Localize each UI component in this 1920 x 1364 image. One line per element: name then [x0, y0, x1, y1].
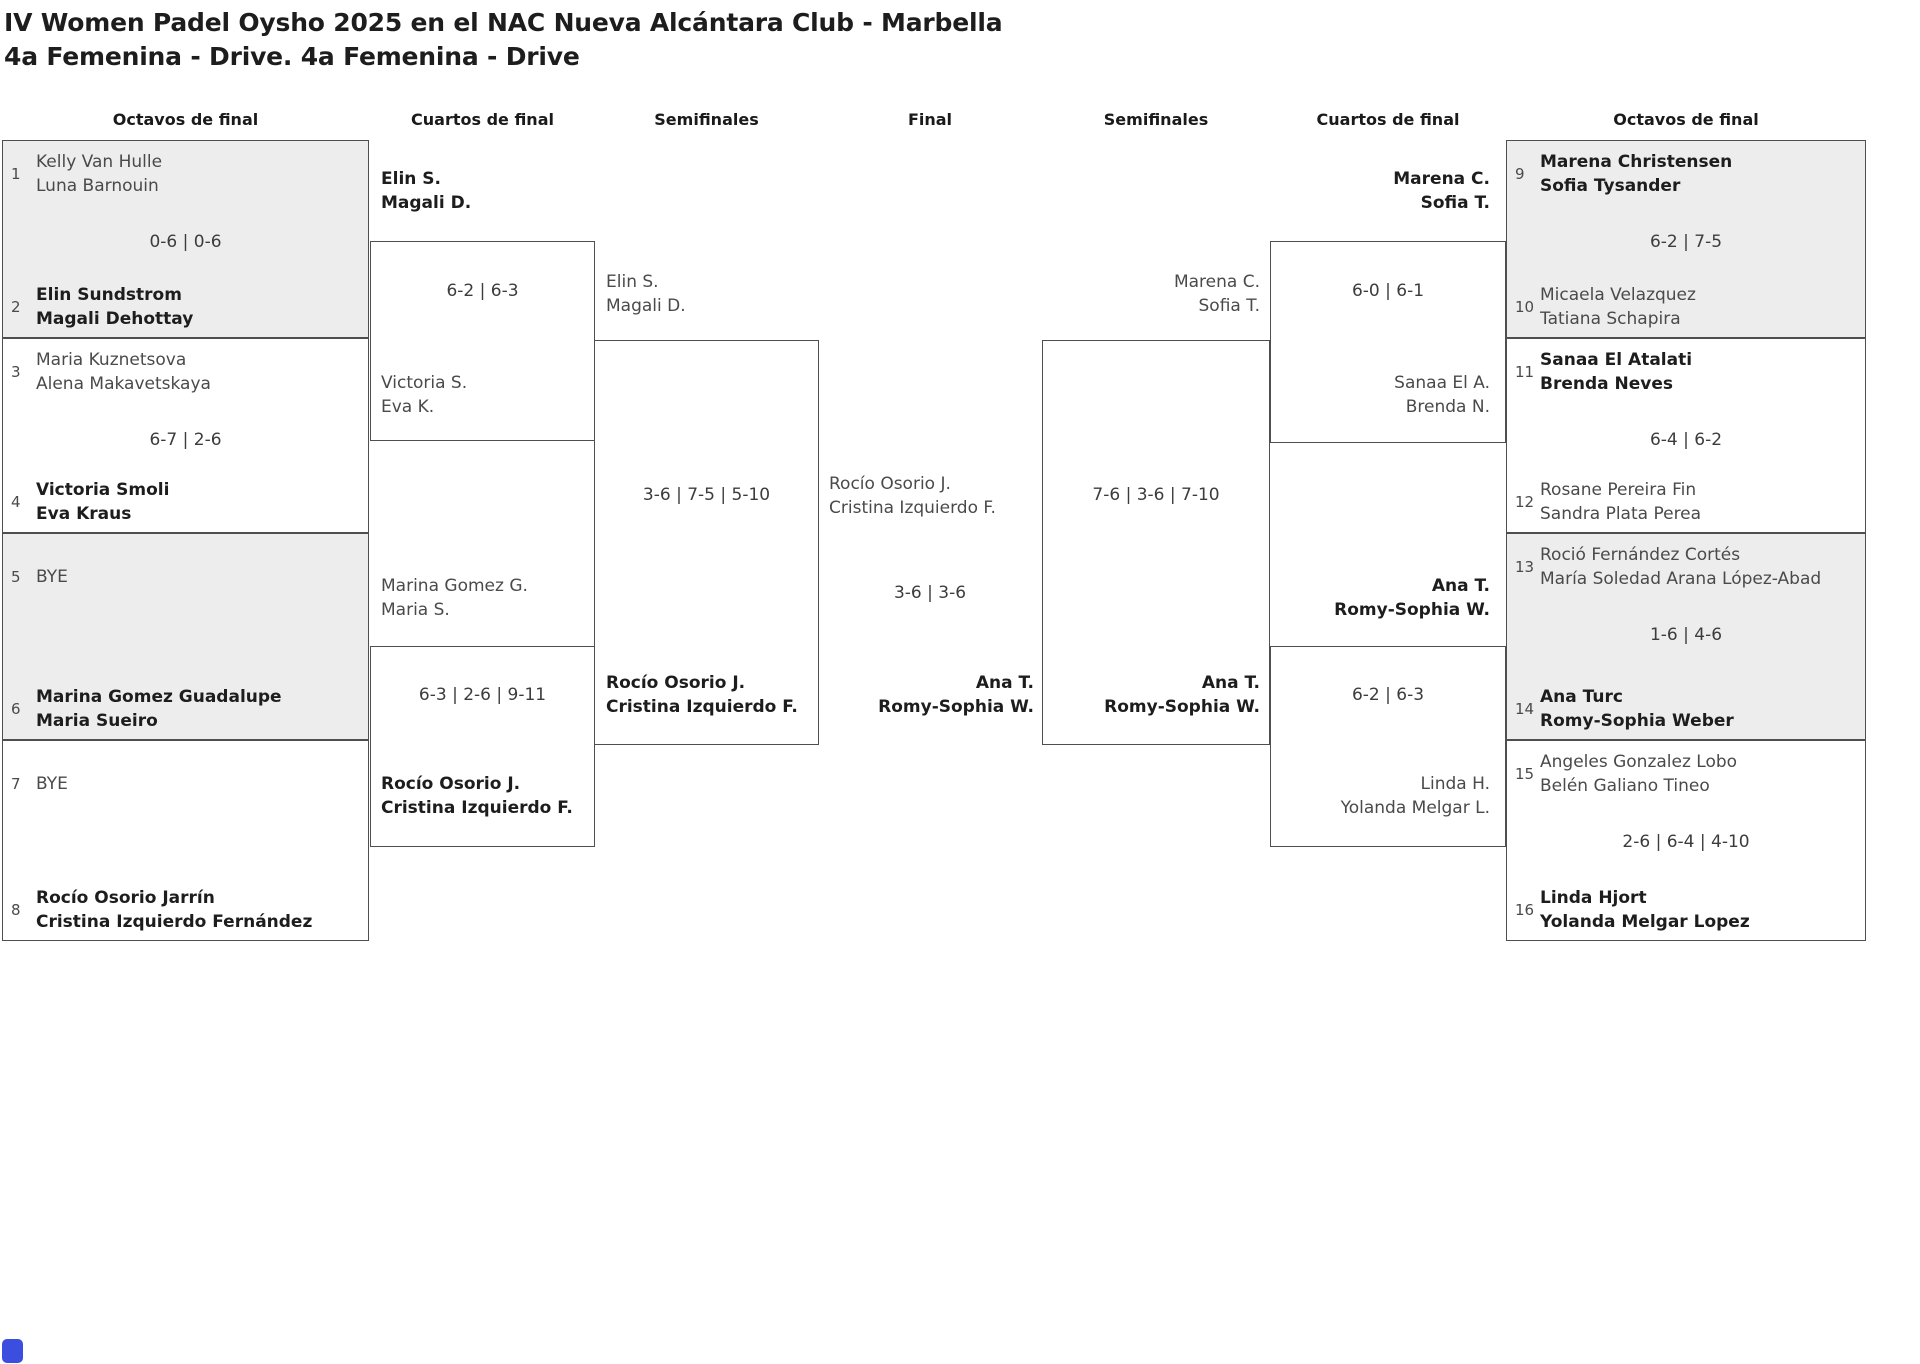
seed-number: 9 [1515, 165, 1525, 183]
player-name: Ana Turc [1540, 687, 1623, 707]
player-name: BYE [36, 774, 68, 794]
match-box-octavos-8 [1506, 740, 1866, 941]
seed-number: 11 [1515, 363, 1535, 381]
player-name: Marina Gomez G. [381, 576, 528, 596]
team-name [1341, 772, 1490, 820]
player-name: Marina Gomez Guadalupe [36, 687, 282, 707]
match-score: 6-2 | 7-5 [1649, 232, 1723, 252]
match-box-octavos-3 [2, 533, 369, 740]
player-name: Sofia T. [1198, 296, 1260, 316]
team-name [1540, 283, 1696, 331]
player-name: Maria Sueiro [36, 711, 158, 731]
match-score: 3-6 | 3-6 [893, 583, 967, 603]
team-row [1515, 348, 1859, 396]
player-name: Cristina Izquierdo F. [606, 697, 798, 717]
player-name: Belén Galiano Tineo [1540, 776, 1710, 796]
player-name: Cristina Izquierdo Fernández [36, 912, 313, 932]
team-row [1515, 543, 1859, 591]
seed-number: 4 [11, 493, 21, 511]
team-row [11, 685, 362, 733]
player-name: Romy-Sophia W. [878, 697, 1034, 717]
match-score: 6-4 | 6-2 [1649, 430, 1723, 450]
player-name: Sanaa El Atalati [1540, 350, 1693, 370]
round-header-semis-left: Semifinales [654, 110, 759, 129]
player-name: Rocío Osorio J. [381, 774, 521, 794]
match-score: 6-0 | 6-1 [1351, 281, 1425, 301]
team-name [36, 772, 68, 796]
player-name: Angeles Gonzalez Lobo [1540, 752, 1738, 772]
team-name-winner [36, 283, 193, 331]
player-name: Romy-Sophia Weber [1540, 711, 1734, 731]
seed-number: 8 [11, 901, 21, 919]
team-name [1174, 270, 1260, 318]
seed-number: 2 [11, 298, 21, 316]
team-name-winner [1540, 150, 1732, 198]
player-name: Sofia Tysander [1540, 176, 1681, 196]
match-box-octavos-7 [1506, 533, 1866, 740]
team-name [381, 371, 467, 419]
round-header-cuartos-right: Cuartos de final [1316, 110, 1460, 129]
match-score: 6-2 | 6-3 [1351, 685, 1425, 705]
match-box-octavos-5 [1506, 140, 1866, 338]
team-row [11, 886, 362, 934]
team-row [1515, 478, 1859, 526]
player-name: Micaela Velazquez [1540, 285, 1696, 305]
player-name: Romy-Sophia W. [1334, 600, 1490, 620]
round-header-final: Final [907, 110, 953, 129]
match-score: 7-6 | 3-6 | 7-10 [1092, 485, 1220, 505]
match-score: 3-6 | 7-5 | 5-10 [642, 485, 771, 505]
team-name [36, 150, 162, 198]
team-name-winner [1393, 167, 1490, 215]
player-name: Brenda N. [1405, 397, 1490, 417]
team-name-winner [1334, 574, 1490, 622]
seed-number: 12 [1515, 493, 1535, 511]
round-header-cuartos-left: Cuartos de final [411, 110, 554, 129]
player-name: Yolanda Melgar L. [1340, 798, 1490, 818]
player-name: Marena C. [1393, 169, 1490, 189]
team-row [1515, 150, 1859, 198]
seed-number: 15 [1515, 765, 1535, 783]
team-name [1540, 478, 1701, 526]
player-name: Tatiana Schapira [1540, 309, 1681, 329]
player-name: Kelly Van Hulle [36, 152, 163, 172]
team-row [1515, 750, 1859, 798]
match-box-octavos-6 [1506, 338, 1866, 533]
player-name: Marena Christensen [1540, 152, 1733, 172]
team-name-winner [878, 671, 1034, 719]
team-row [11, 478, 362, 526]
match-score: 0-6 | 0-6 [149, 232, 222, 252]
player-name: Linda Hjort [1540, 888, 1647, 908]
team-name-winner [36, 478, 169, 526]
player-name: Linda H. [1420, 774, 1490, 794]
player-name: Ana T. [1201, 673, 1260, 693]
team-name-winner [1540, 886, 1750, 934]
seed-number: 16 [1515, 901, 1535, 919]
team-name [1394, 371, 1490, 419]
player-name: Magali Dehottay [36, 309, 194, 329]
player-name: Alena Makavetskaya [36, 374, 211, 394]
player-name: Roció Fernández Cortés [1540, 545, 1741, 565]
team-name [36, 565, 68, 589]
player-name: Rocío Osorio Jarrín [36, 888, 215, 908]
corner-badge[interactable] [2, 1339, 23, 1363]
page-title-line1: IV Women Padel Oysho 2025 en el NAC Nueva Alcántara Club - Marbella [4, 8, 1003, 37]
match-score: 1-6 | 4-6 [1649, 625, 1723, 645]
team-name-winner [1540, 348, 1692, 396]
player-name: Marena C. [1173, 272, 1260, 292]
player-name: Rocío Osorio J. [829, 474, 951, 494]
page-title-line2: 4a Femenina - Drive. 4a Femenina - Drive [4, 42, 580, 71]
seed-number: 7 [11, 775, 21, 793]
player-name: Sofia T. [1420, 193, 1490, 213]
page-title [4, 6, 1002, 74]
player-name: Elin S. [606, 272, 659, 292]
team-name [1540, 543, 1821, 591]
player-name: Maria S. [381, 600, 450, 620]
team-name-winner [36, 886, 312, 934]
team-name-winner [381, 772, 573, 820]
team-name-winner [1104, 671, 1260, 719]
team-name [36, 348, 211, 396]
player-name: Rocío Osorio J. [606, 673, 746, 693]
round-header-semis-right: Semifinales [1103, 110, 1209, 129]
match-score: 2-6 | 6-4 | 4-10 [1622, 832, 1750, 852]
player-name: Ana T. [1431, 576, 1490, 596]
team-name-winner [1540, 685, 1734, 733]
seed-number: 10 [1515, 298, 1535, 316]
player-name: Eva K. [381, 397, 435, 417]
team-row [11, 772, 362, 796]
player-name: Elin Sundstrom [36, 285, 182, 305]
player-name: Luna Barnouin [36, 176, 159, 196]
team-name [829, 472, 996, 520]
match-score: 6-2 | 6-3 [446, 281, 519, 301]
player-name: Magali D. [381, 193, 472, 213]
player-name: Ana T. [975, 673, 1034, 693]
seed-number: 1 [11, 165, 21, 183]
seed-number: 3 [11, 363, 21, 381]
match-score: 6-3 | 2-6 | 9-11 [418, 685, 547, 705]
team-row [11, 565, 362, 589]
team-name-winner [606, 671, 798, 719]
team-name-winner [381, 167, 471, 215]
player-name: Romy-Sophia W. [1104, 697, 1260, 717]
match-box-octavos-1 [2, 140, 369, 338]
player-name: Maria Kuznetsova [36, 350, 187, 370]
player-name: Eva Kraus [36, 504, 132, 524]
match-score: 6-7 | 2-6 [149, 430, 222, 450]
seed-number: 5 [11, 568, 21, 586]
round-header-octavos-right: Octavos de final [1613, 110, 1759, 129]
player-name: Yolanda Melgar Lopez [1540, 912, 1750, 932]
player-name: Victoria S. [381, 373, 468, 393]
player-name: María Soledad Arana López-Abad [1540, 569, 1822, 589]
match-box-octavos-4 [2, 740, 369, 941]
player-name: Rosane Pereira Fin [1540, 480, 1697, 500]
seed-number: 14 [1515, 700, 1535, 718]
seed-number: 13 [1515, 558, 1535, 576]
team-name [1540, 750, 1737, 798]
team-row [1515, 886, 1859, 934]
team-row [11, 348, 362, 396]
team-name-winner [36, 685, 282, 733]
team-name [606, 270, 686, 318]
round-header-octavos-left: Octavos de final [112, 110, 259, 129]
player-name: Cristina Izquierdo F. [381, 798, 573, 818]
player-name: Brenda Neves [1540, 374, 1674, 394]
player-name: Sandra Plata Perea [1540, 504, 1702, 524]
player-name: Magali D. [606, 296, 686, 316]
team-row [1515, 283, 1859, 331]
team-row [1515, 685, 1859, 733]
player-name: BYE [36, 567, 68, 587]
match-box-octavos-2 [2, 338, 369, 533]
seed-number: 6 [11, 700, 21, 718]
team-name [381, 574, 528, 622]
player-name: Victoria Smoli [36, 480, 170, 500]
player-name: Cristina Izquierdo F. [829, 498, 996, 518]
player-name: Sanaa El A. [1394, 373, 1490, 393]
player-name: Elin S. [381, 169, 441, 189]
team-row [11, 283, 362, 331]
team-row [11, 150, 362, 198]
